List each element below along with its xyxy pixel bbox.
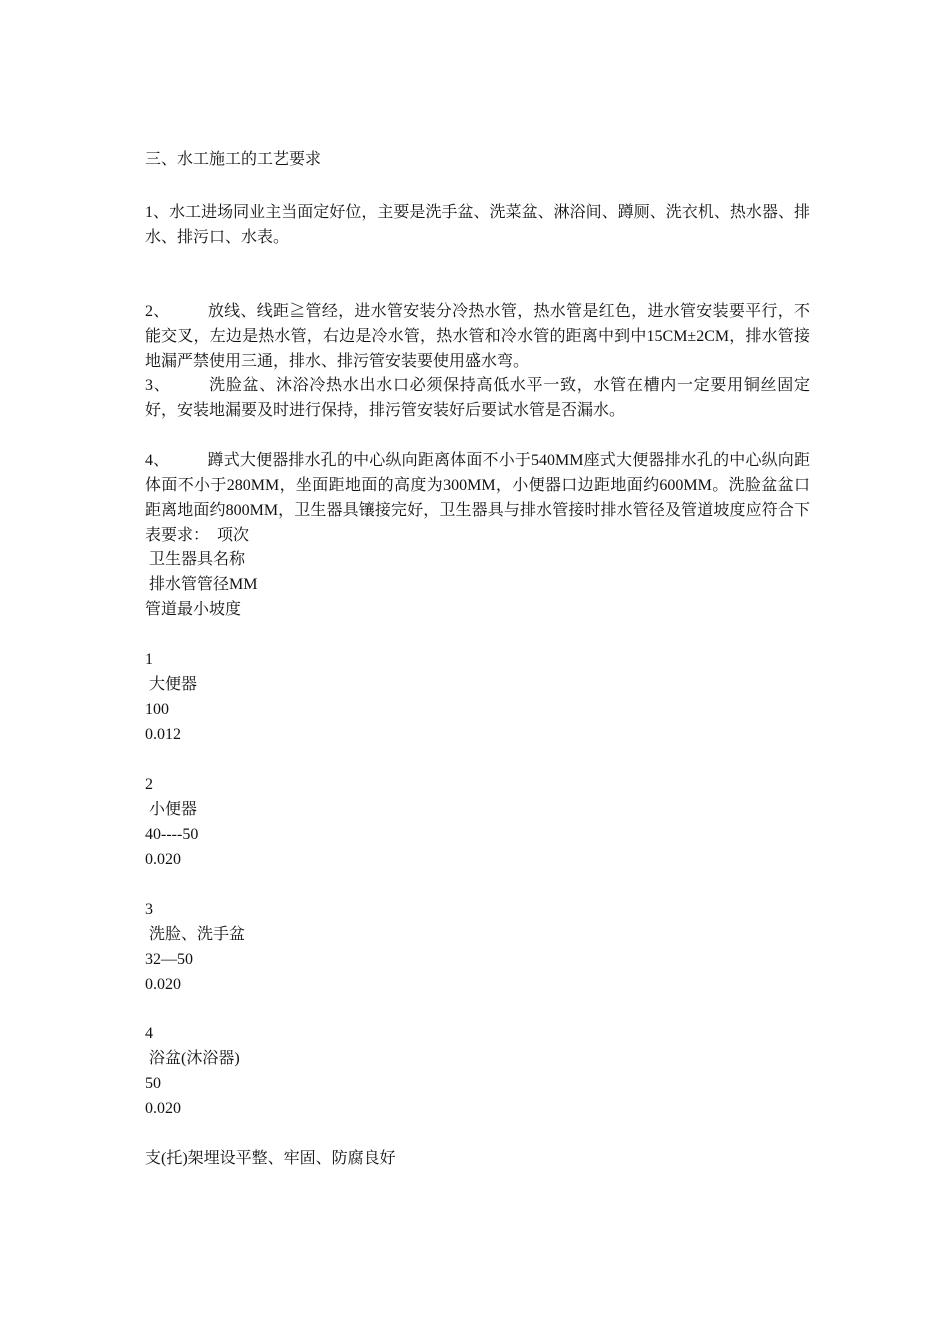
table-row-3-no: 3	[145, 901, 153, 918]
paragraph-1-number: 1、	[145, 204, 170, 221]
paragraph-3-number: 3、	[145, 377, 171, 394]
table-header-slope: 管道最小坡度	[145, 601, 242, 618]
table-header-diameter: 排水管管径MM	[145, 576, 258, 593]
paragraph-2-number: 2、	[145, 303, 170, 320]
paragraph-3	[145, 373, 810, 423]
paragraph-1	[145, 200, 810, 250]
paragraph-4-number: 4、	[145, 452, 170, 469]
table-row-2-name: 小便器	[145, 801, 198, 818]
table-row-1-no: 1	[145, 651, 153, 668]
table-row-2-no: 2	[145, 776, 153, 793]
paragraph-2	[145, 299, 810, 374]
table-row-4-diameter: 50	[145, 1075, 161, 1092]
table-row-1-diameter: 100	[145, 701, 169, 718]
table-row-4-name: 浴盆(沐浴器)	[145, 1050, 240, 1067]
table-row-3-name: 洗脸、洗手盆	[145, 926, 246, 943]
paragraph-1-text: 水工进场同业主当面定好位，主要是洗手盆、洗菜盆、淋浴间、蹲厕、洗衣机、热水器、排水、排污口、水表。	[145, 204, 810, 246]
paragraph-4-text: 蹲式大便器排水孔的中心纵向距离体面不小于540MM座式大便器排水孔的中心纵向距体面不小于280MM，坐面距地面的高度为300MM，小便器口边距地面约600MM。洗脸盆盆口距离地面约800MM，卫生器具镶接完好，卫生器具与排水管接时排水管径及管道坡度应符合下表要求： 项次	[145, 452, 810, 544]
table-row-4-no: 4	[145, 1025, 153, 1042]
paragraph-4	[145, 448, 810, 548]
section-heading: 三、水工施工的工艺要求	[145, 151, 322, 168]
table-row-3-slope: 0.020	[145, 976, 181, 993]
table-row-4-slope: 0.020	[145, 1100, 181, 1117]
table-row-1-slope: 0.012	[145, 726, 181, 743]
table-header-name: 卫生器具名称	[145, 551, 246, 568]
table-row-1-name: 大便器	[145, 676, 198, 693]
table-row-2-slope: 0.020	[145, 851, 181, 868]
footer-note: 支(托)架埋设平整、牢固、防腐良好	[145, 1150, 396, 1167]
paragraph-3-text: 洗脸盆、沐浴冷热水出水口必须保持高低水平一致，水管在槽内一定要用铜丝固定好，安装地漏要及时进行保持，排污管安装好后要试水管是否漏水。	[145, 377, 810, 419]
table-row-2-diameter: 40----50	[145, 826, 199, 843]
paragraph-2-text: 放线、线距≧管经，进水管安装分冷热水管，热水管是红色，进水管安装要平行，不能交叉，左边是热水管，右边是冷水管，热水管和冷水管的距离中到中15CM±2CM，排水管接地漏严禁使用三通，排水、排污管安装要使用盛水弯。	[145, 303, 810, 370]
table-row-3-diameter: 32—50	[145, 951, 193, 968]
